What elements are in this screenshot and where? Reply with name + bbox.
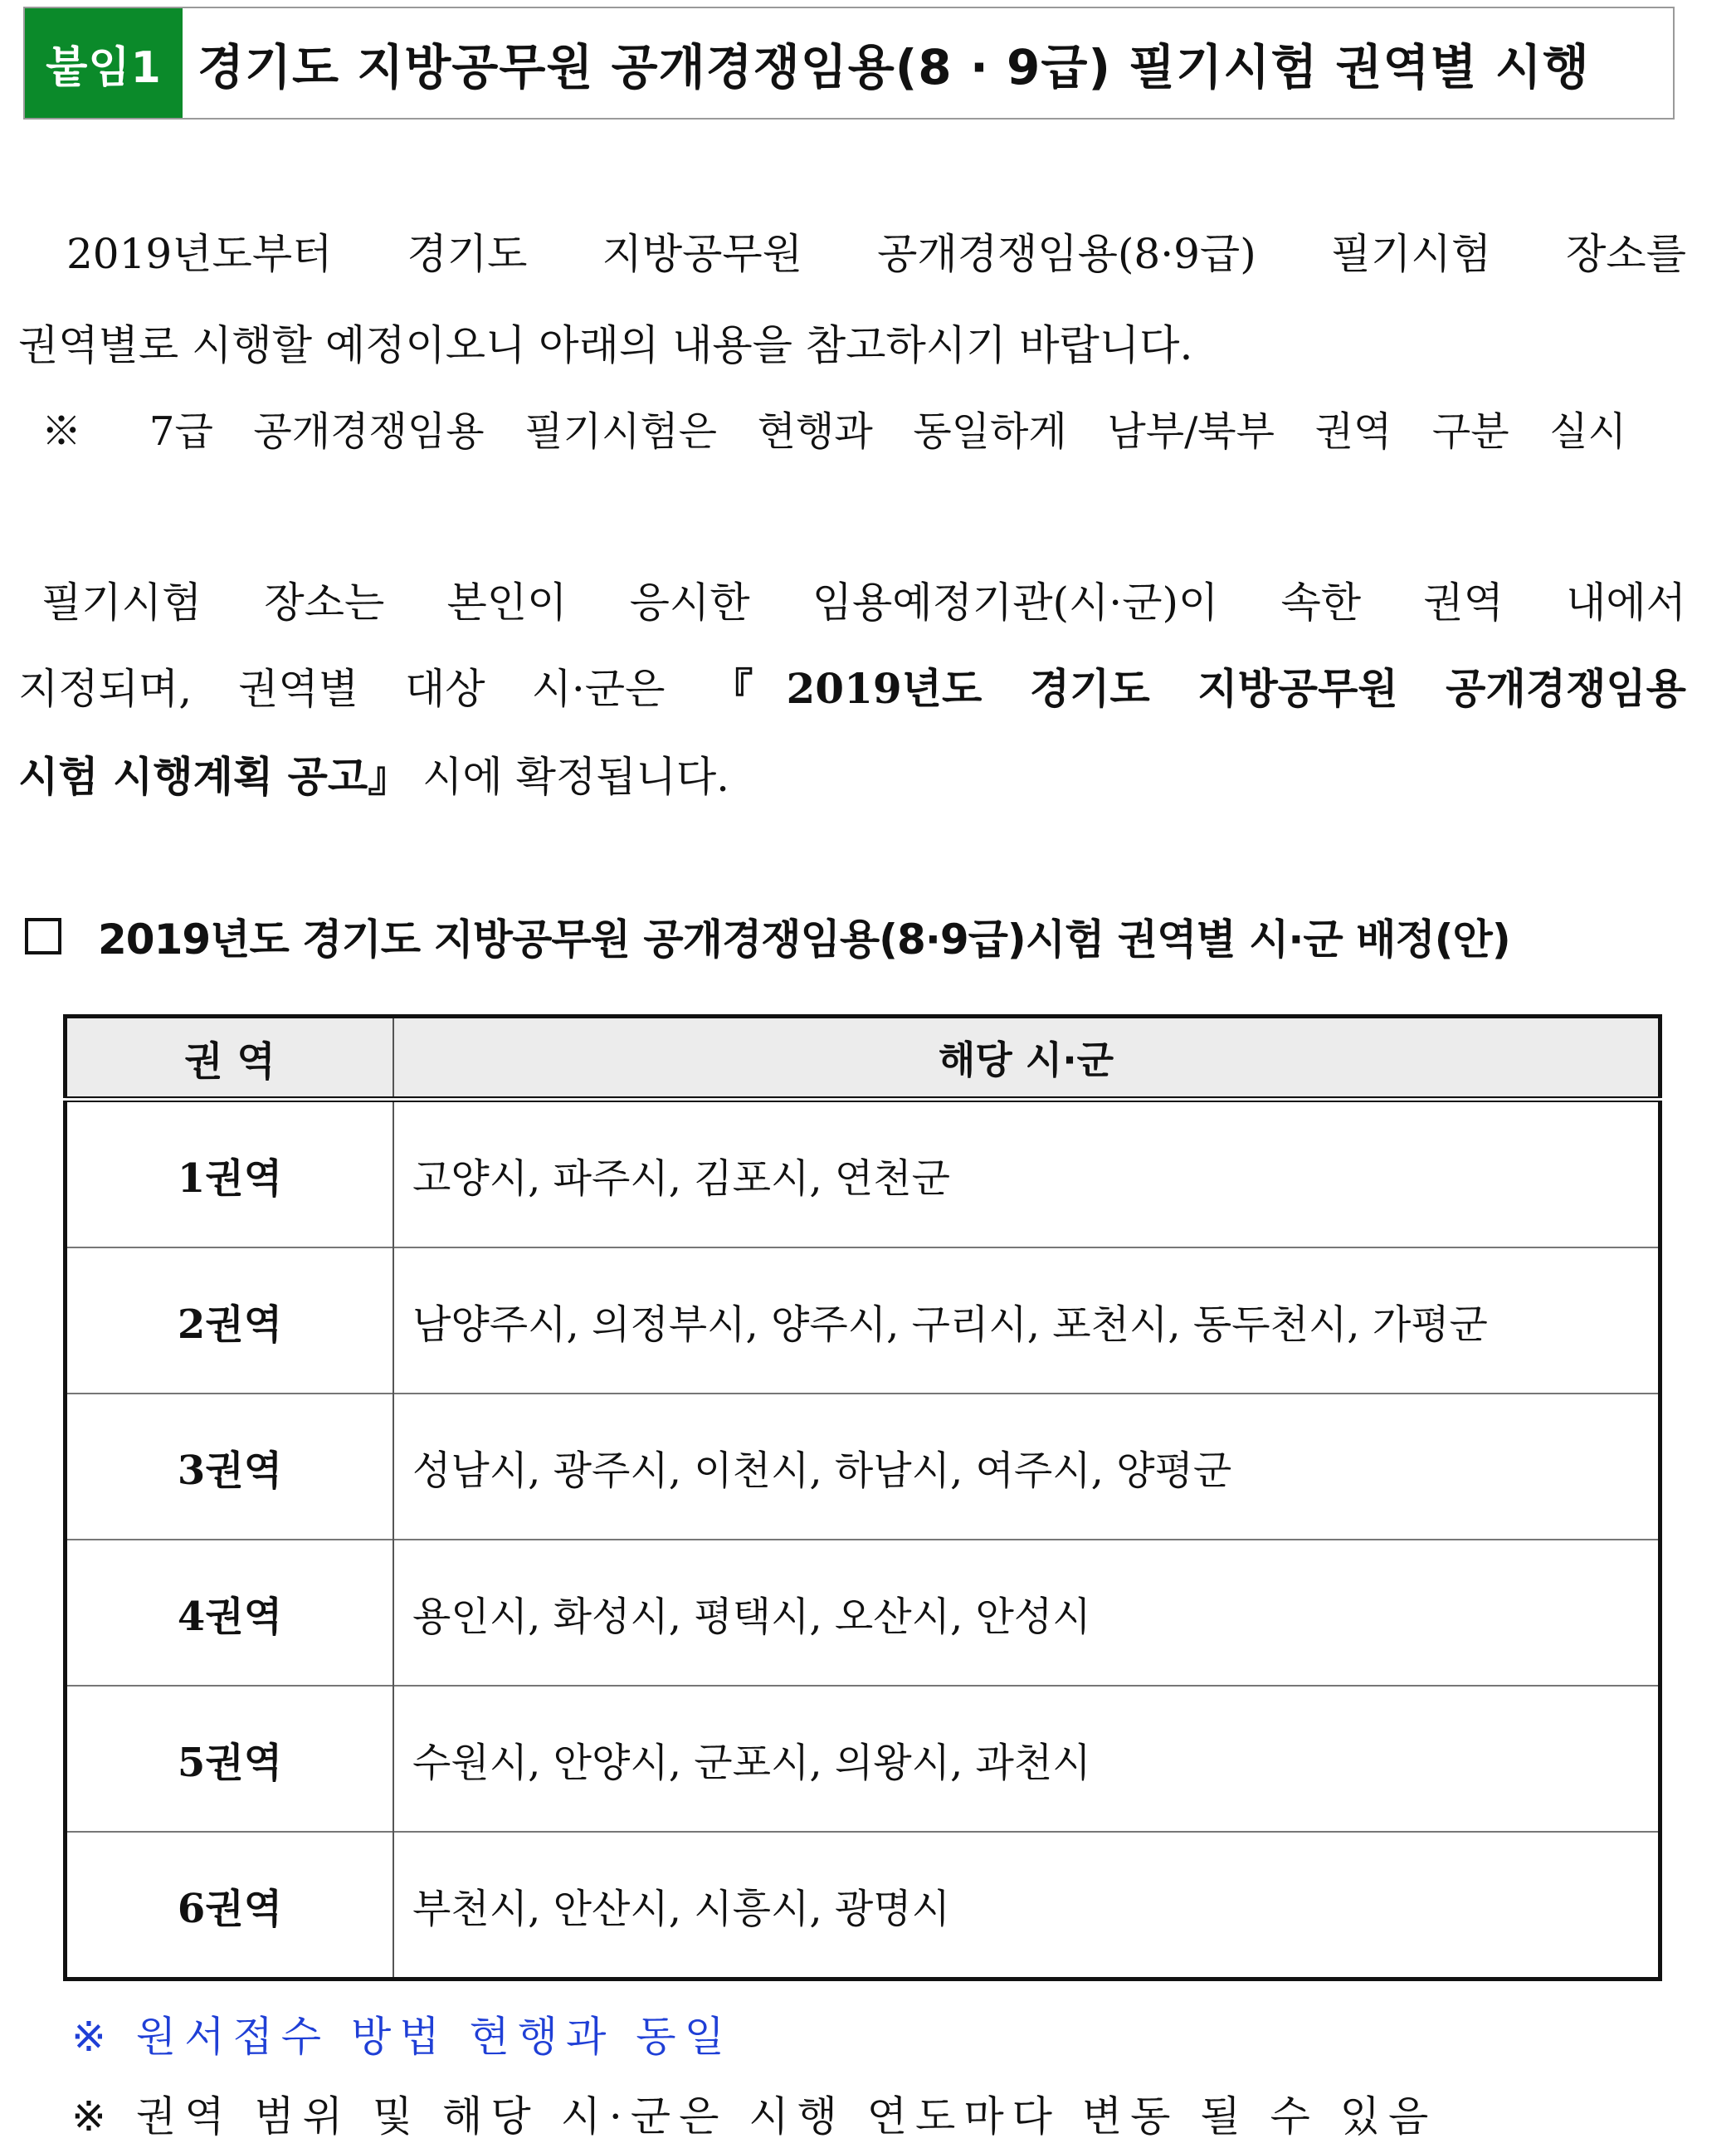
reference-mark: ※ (71, 2013, 106, 2061)
announcement-title-part-2: 시험 시행계획 공고』 (18, 752, 410, 801)
section-heading (25, 906, 1510, 966)
title-bar (23, 7, 1675, 120)
attachment-tag: 붙임1 (25, 8, 183, 118)
table-row (66, 1394, 1660, 1540)
cities-cell: 부천시, 안산시, 시흥시, 광명시 (393, 1832, 1660, 1979)
table-row (66, 1686, 1660, 1832)
location-line-1: 필기시험 장소는 본인이 응시한 임용예정기관(시·군)이 속한 권역 내에서 (41, 578, 1686, 627)
table-row (66, 1247, 1660, 1394)
note-application-method (71, 2004, 733, 2063)
region-cell: 6권역 (66, 1832, 394, 1979)
note-region-change (71, 2083, 1436, 2143)
intro-line-1: 2019년도부터 경기도 지방공무원 공개경쟁임용(8·9급) 필기시험 장소를 (66, 230, 1686, 278)
region-cell: 4권역 (66, 1540, 394, 1686)
cities-cell: 성남시, 광주시, 이천시, 하남시, 여주시, 양평군 (393, 1394, 1660, 1540)
note-region-change-text: 권역 범위 및 해당 시·군은 시행 연도마다 변동 될 수 있음 (135, 2092, 1437, 2141)
region-table (63, 1014, 1662, 1981)
checkbox-square-icon (25, 918, 61, 954)
location-line-2 (18, 647, 1686, 730)
cities-cell: 수원시, 안양시, 군포시, 의왕시, 과천시 (393, 1686, 1660, 1832)
cities-cell: 남양주시, 의정부시, 양주시, 구리시, 포천시, 동두천시, 가평군 (393, 1247, 1660, 1394)
table-row (66, 1540, 1660, 1686)
note-application-text: 원서접수 방법 현행과 동일 (135, 2013, 733, 2061)
announcement-title-part-1: 『2019년도 경기도 지방공무원 공개경쟁임용 (711, 664, 1686, 713)
cities-cell: 고양시, 파주시, 김포시, 연천군 (393, 1100, 1660, 1248)
table-header-row (66, 1017, 1660, 1100)
header-cities: 해당 시·군 (393, 1017, 1660, 1100)
region-cell: 1권역 (66, 1100, 394, 1248)
table-row (66, 1100, 1660, 1248)
table-row (66, 1832, 1660, 1979)
location-line-2-plain: 지정되며, 권역별 대상 시·군은 (18, 665, 666, 713)
document-title: 경기도 지방공무원 공개경쟁임용(8 · 9급) 필기시험 권역별 시행 (197, 39, 1590, 95)
cities-cell: 용인시, 화성시, 평택시, 오산시, 안성시 (393, 1540, 1660, 1686)
location-line-3-plain: 시에 확정됩니다. (422, 753, 730, 801)
region-cell: 2권역 (66, 1247, 394, 1394)
region-cell: 3권역 (66, 1394, 394, 1540)
intro-line-2: 권역별로 시행할 예정이오니 아래의 내용을 참고하시기 바랍니다. (18, 321, 1193, 369)
region-cell: 5권역 (66, 1686, 394, 1832)
location-line-3 (18, 735, 1686, 818)
header-region: 권 역 (66, 1017, 394, 1100)
intro-note: ※ 7급 공개경쟁임용 필기시험은 현행과 동일하게 남부/북부 권역 구분 실시 (41, 408, 1626, 455)
reference-mark: ※ (71, 2092, 106, 2141)
section-title: 2019년도 경기도 지방공무원 공개경쟁임용(8·9급)시험 권역별 시·군 배정(안) (98, 915, 1510, 964)
